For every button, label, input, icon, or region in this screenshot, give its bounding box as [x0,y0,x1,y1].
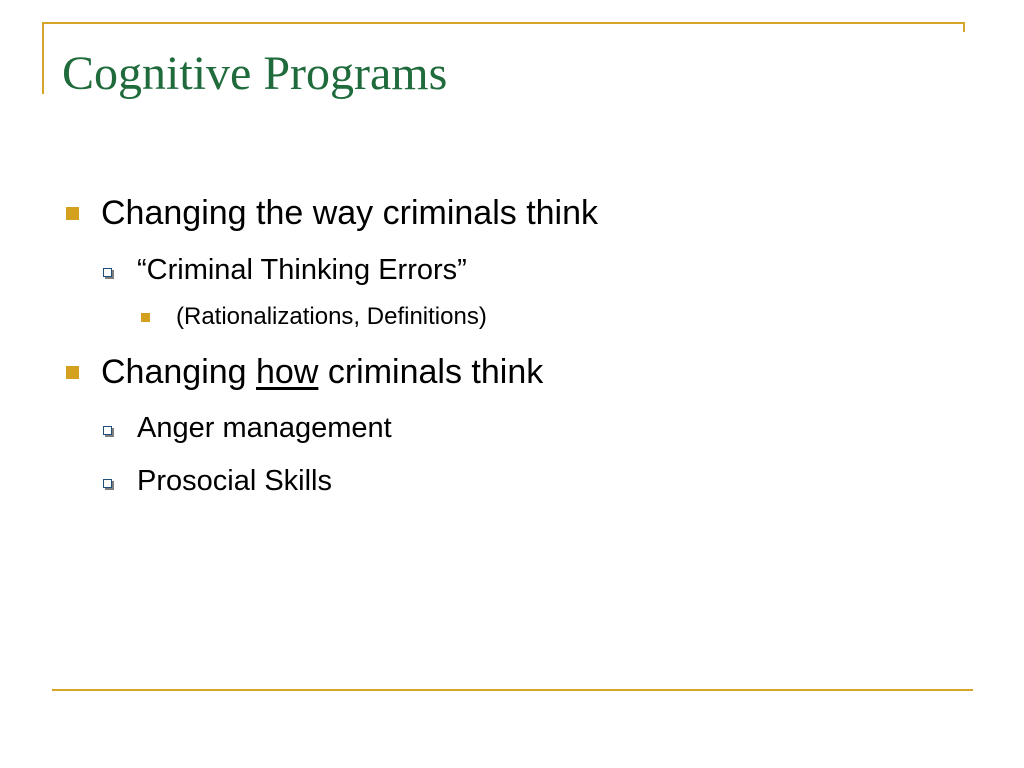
filled-square-bullet-icon [66,366,79,379]
bullet-text: “Criminal Thinking Errors” [137,254,467,286]
filled-square-bullet-icon [66,207,79,220]
bullet-text-emphasis: how [256,353,319,391]
bullet-text: Anger management [137,412,392,444]
bullet-text: Changing the way criminals think [101,194,599,232]
bullet-text-before: Changing [101,353,257,391]
hollow-square-bullet-icon [103,268,112,277]
bullet-item-level2 [0,463,1024,499]
bullet-item-level2 [0,252,1024,288]
hollow-square-bullet-icon [103,479,112,488]
bullet-text [101,352,543,392]
bullet-text: (Rationalizations, Definitions) [176,303,487,330]
bullet-item-level2 [0,410,1024,446]
slide-title: Cognitive Programs [62,47,448,100]
bullet-item-level1 [0,193,1024,233]
small-filled-square-bullet-icon [141,313,150,322]
bullet-item-level1 [0,352,1024,392]
bullet-item-level3 [0,302,1024,332]
hollow-square-bullet-icon [103,426,112,435]
bullet-text: Prosocial Skills [137,465,332,497]
bullet-text-after: criminals think [318,353,544,391]
